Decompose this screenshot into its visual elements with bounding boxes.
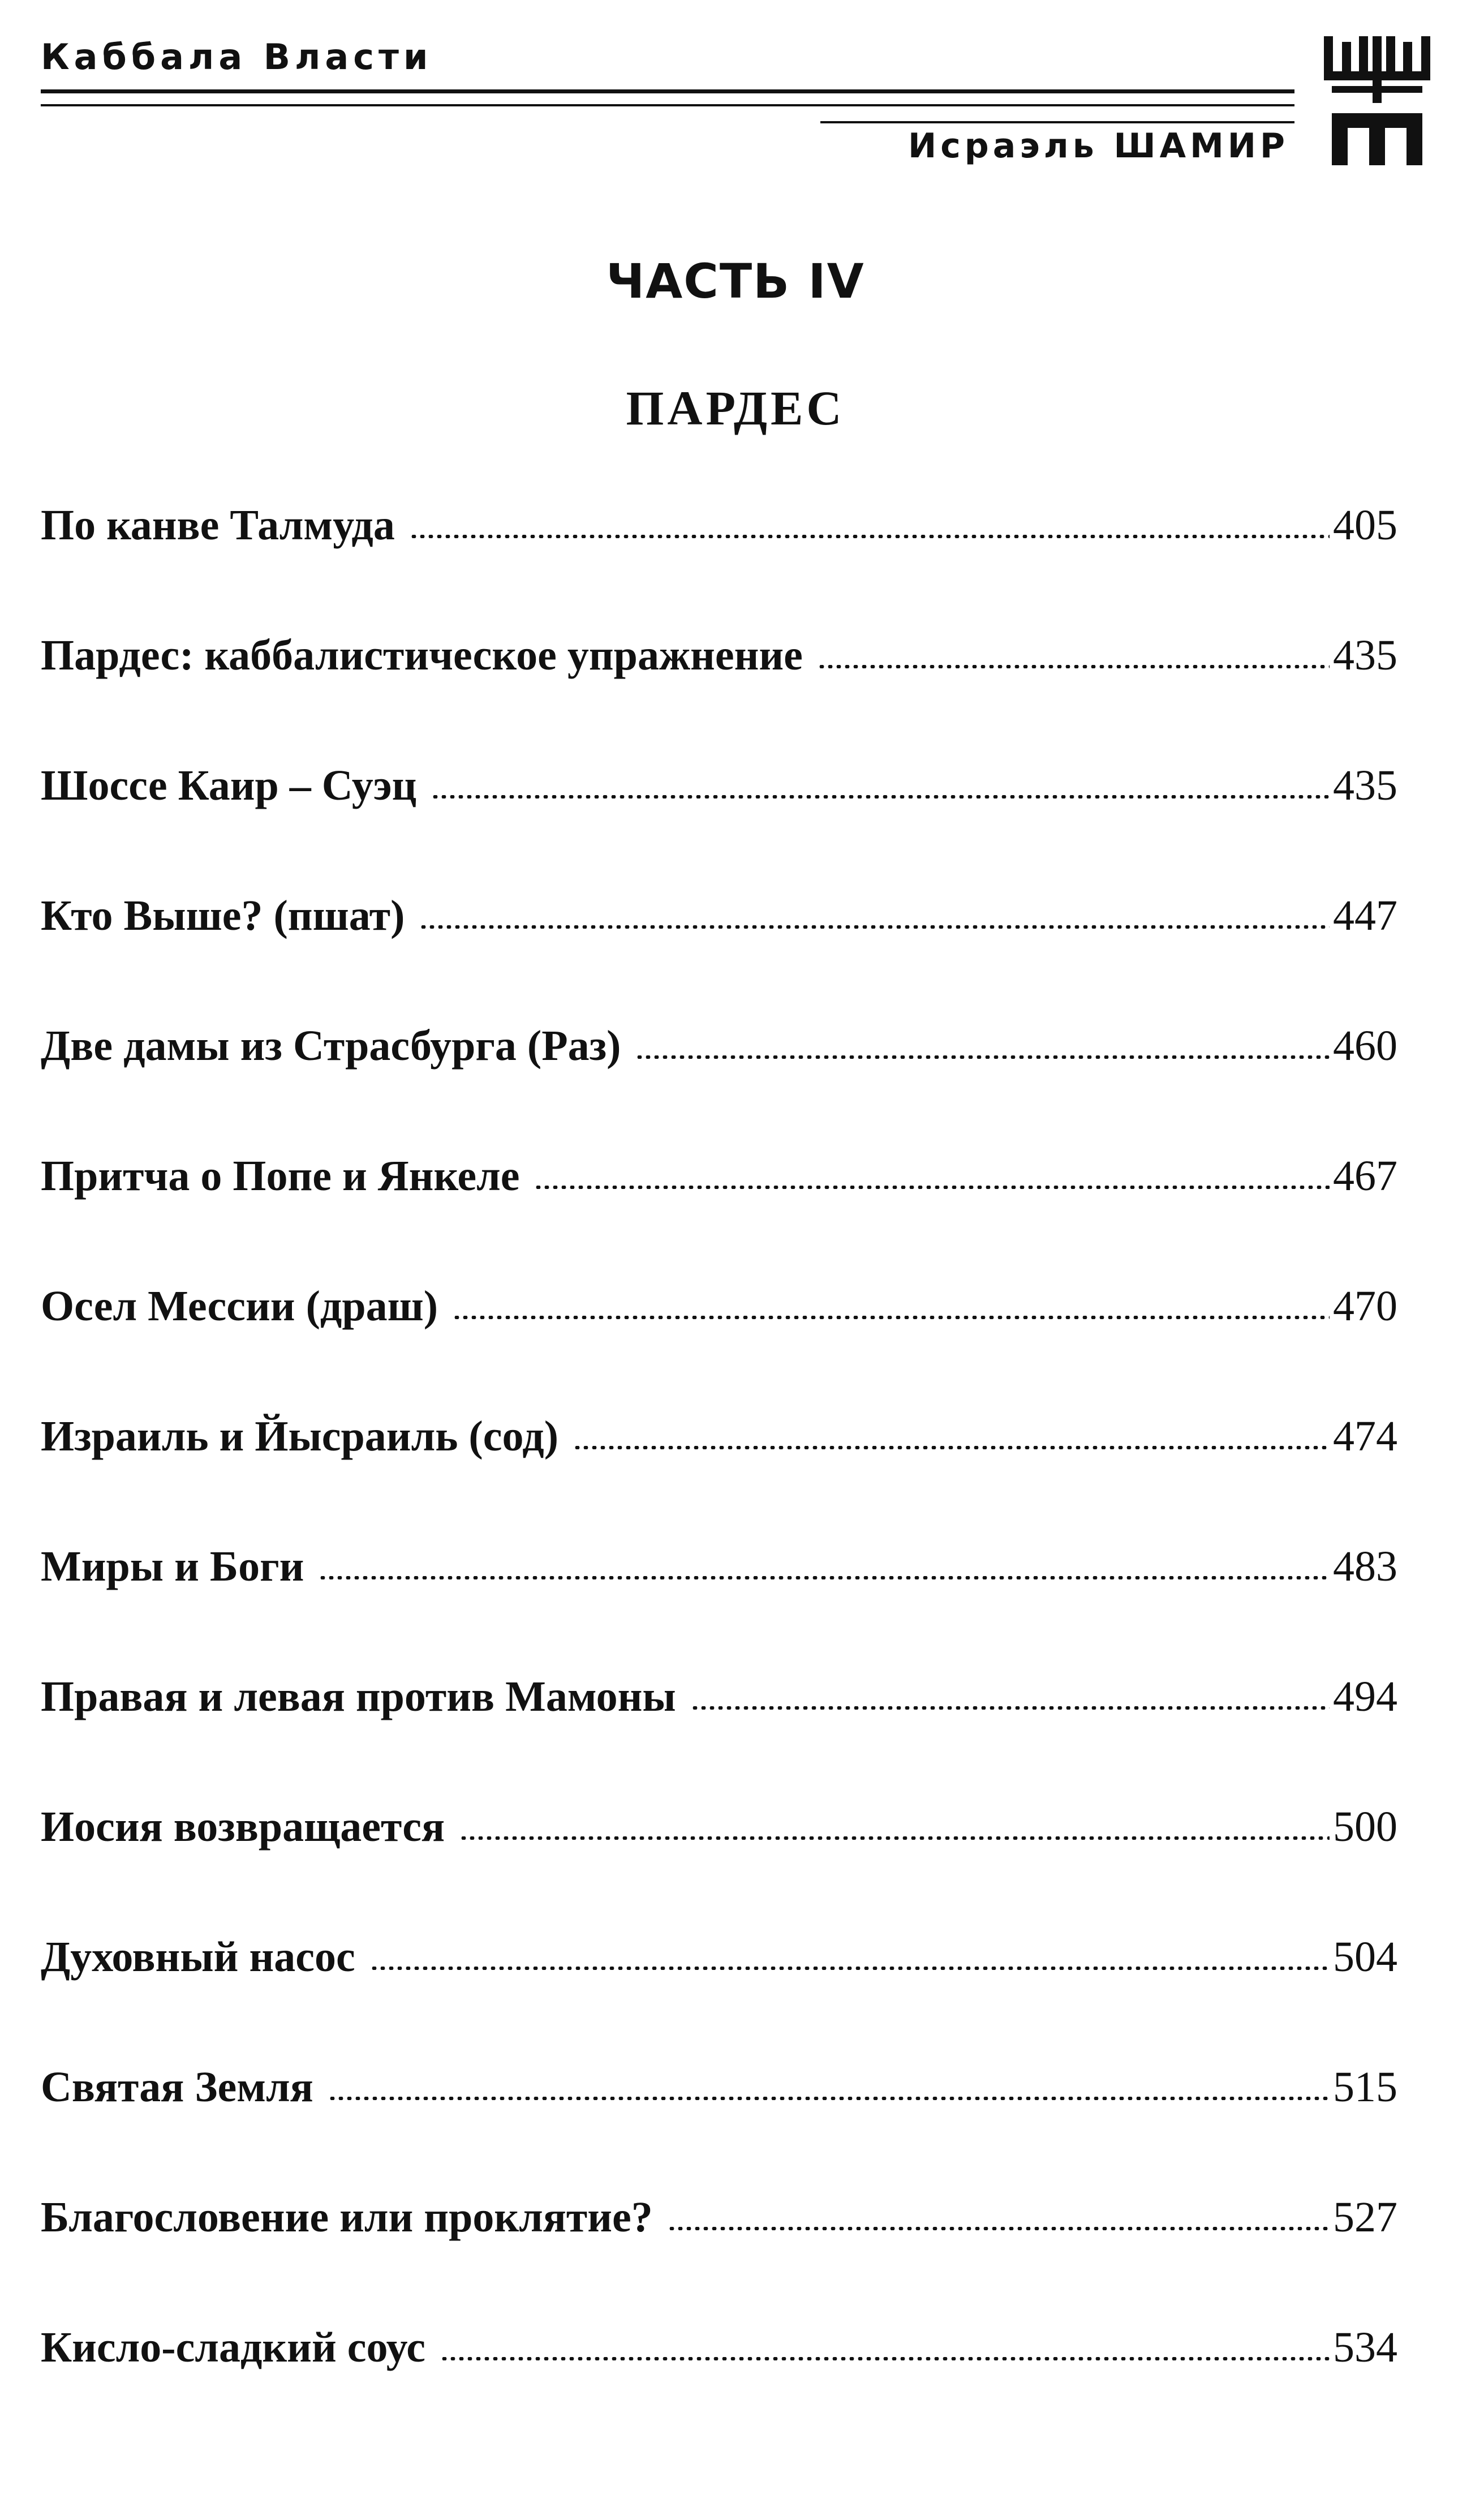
toc-entry-page: 483 <box>1333 1543 1397 1590</box>
toc-entry[interactable] <box>41 764 1397 894</box>
toc-leader-dots <box>328 2097 1330 2100</box>
toc-leader-dots <box>818 665 1330 668</box>
toc-entry-title: Две дамы из Страсбурга (Раз) <box>41 1022 621 1070</box>
table-of-contents <box>41 501 1397 2456</box>
toc-entry-page: 470 <box>1333 1282 1397 1330</box>
toc-entry[interactable] <box>41 1415 1397 1545</box>
toc-leader-dots <box>635 1055 1330 1059</box>
part-title: ЧАСТЬ IV <box>606 254 865 309</box>
toc-entry-page: 467 <box>1333 1152 1397 1200</box>
toc-entry-title: Израиль и Йысраиль (сод) <box>41 1413 559 1460</box>
toc-entry[interactable] <box>41 894 1397 1024</box>
toc-entry-title: Притча о Попе и Янкеле <box>41 1152 520 1200</box>
toc-leader-dots <box>459 1836 1330 1840</box>
toc-entry-title: Правая и левая против Мамоны <box>41 1673 676 1720</box>
toc-entry-page: 515 <box>1333 2063 1397 2111</box>
toc-leader-dots <box>453 1316 1330 1319</box>
toc-entry-title: Осел Мессии (драш) <box>41 1282 438 1330</box>
toc-leader-dots <box>668 2227 1330 2230</box>
toc-entry-title: Кто Выше? (пшат) <box>41 892 405 939</box>
toc-entry[interactable] <box>41 2193 1397 2326</box>
toc-leader-dots <box>410 535 1330 538</box>
toc-entry[interactable] <box>41 1154 1397 1285</box>
toc-entry[interactable] <box>41 1282 1397 1415</box>
toc-entry-page: 435 <box>1333 762 1397 809</box>
menorah-icon <box>1322 34 1433 168</box>
toc-leader-dots <box>370 1967 1330 1970</box>
header-rule-top <box>41 89 1294 93</box>
toc-leader-dots <box>534 1186 1330 1189</box>
toc-entry-page: 500 <box>1333 1803 1397 1851</box>
toc-entry-title: Шоссе Каир – Суэц <box>41 762 417 809</box>
toc-leader-dots <box>573 1446 1330 1449</box>
toc-entry-page: 405 <box>1333 501 1397 549</box>
toc-entry-page: 534 <box>1333 2324 1397 2371</box>
toc-entry-title: Благословение или проклятие? <box>41 2193 653 2241</box>
toc-leader-dots <box>440 2357 1330 2360</box>
toc-entry-page: 494 <box>1333 1673 1397 1720</box>
toc-entry-title: Духовный насос <box>41 1933 355 1981</box>
author-name: Исраэль ШАМИР <box>907 126 1289 166</box>
header-rule-bottom <box>820 121 1294 123</box>
toc-entry-title: Кисло-сладкий соус <box>41 2324 425 2371</box>
toc-entry[interactable] <box>41 634 1397 764</box>
toc-entry-title: Пардес: каббалистическое упражнение <box>41 632 803 679</box>
toc-entry-page: 447 <box>1333 892 1397 939</box>
toc-entry[interactable] <box>41 1675 1397 1805</box>
toc-entry[interactable] <box>41 2063 1397 2196</box>
page-header <box>0 0 1471 187</box>
toc-entry[interactable] <box>41 501 1397 634</box>
toc-entry[interactable] <box>41 1545 1397 1675</box>
toc-entry[interactable] <box>41 1935 1397 2066</box>
toc-leader-dots <box>691 1706 1330 1710</box>
header-rule-middle <box>41 104 1294 106</box>
toc-entry[interactable] <box>41 2326 1397 2456</box>
toc-entry-page: 435 <box>1333 632 1397 679</box>
toc-entry[interactable] <box>41 1805 1397 1935</box>
toc-entry-title: Иосия возвращается <box>41 1803 445 1851</box>
toc-entry-page: 504 <box>1333 1933 1397 1981</box>
toc-leader-dots <box>319 1576 1330 1579</box>
toc-entry-page: 527 <box>1333 2193 1397 2241</box>
toc-entry-title: Святая Земля <box>41 2063 313 2111</box>
toc-entry-page: 474 <box>1333 1413 1397 1460</box>
toc-entry[interactable] <box>41 1024 1397 1154</box>
toc-entry-title: По канве Талмуда <box>41 501 395 549</box>
toc-leader-dots <box>431 795 1330 798</box>
toc-leader-dots <box>419 925 1330 929</box>
section-title: ПАРДЕС <box>626 381 845 435</box>
toc-entry-page: 460 <box>1333 1022 1397 1070</box>
toc-entry-title: Миры и Боги <box>41 1543 304 1590</box>
running-title: Каббала Власти <box>41 36 433 78</box>
